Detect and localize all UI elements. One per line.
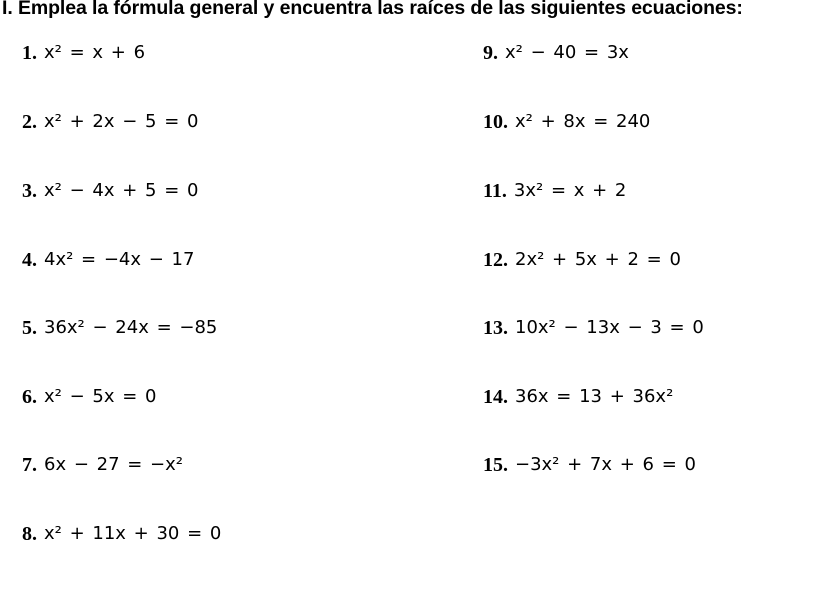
exercise-equation: 3x² = x + 2 (513, 180, 627, 201)
exercise-number: 14. (483, 386, 508, 408)
exercise-equation: 4x² = −4x − 17 (44, 249, 195, 270)
exercise-15 (483, 453, 696, 477)
exercise-11 (483, 179, 626, 203)
exercise-3 (22, 179, 198, 203)
exercise-number: 3. (22, 180, 37, 202)
exercise-4 (22, 248, 194, 272)
exercise-number: 11. (483, 180, 507, 202)
exercise-equation: x² + 11x + 30 = 0 (44, 523, 222, 544)
exercise-5 (22, 316, 217, 340)
exercise-6 (22, 385, 156, 409)
exercise-1 (22, 41, 145, 65)
exercise-13 (483, 316, 704, 340)
exercise-2 (22, 110, 198, 134)
exercise-number: 12. (483, 249, 508, 271)
exercise-number: 9. (483, 42, 498, 64)
exercise-number: 6. (22, 386, 37, 408)
exercise-7 (22, 453, 183, 477)
exercise-14 (483, 385, 673, 409)
exercise-number: 10. (483, 111, 508, 133)
exercise-equation: x² + 8x = 240 (515, 111, 651, 132)
exercise-12 (483, 248, 681, 272)
exercise-number: 4. (22, 249, 37, 271)
exercise-10 (483, 110, 650, 134)
exercise-number: 1. (22, 42, 37, 64)
exercise-equation: x² − 40 = 3x (505, 42, 629, 63)
exercise-equation: 36x = 13 + 36x² (515, 386, 674, 407)
exercise-number: 7. (22, 454, 37, 476)
exercise-9 (483, 41, 629, 65)
exercise-equation: x² + 2x − 5 = 0 (44, 111, 199, 132)
exercise-number: 15. (483, 454, 508, 476)
exercise-equation: 10x² − 13x − 3 = 0 (515, 317, 704, 338)
exercise-equation: 2x² + 5x + 2 = 0 (515, 249, 681, 270)
page-title: I. Emplea la fórmula general y encuentra las raíces de las siguientes ecuaciones: (2, 0, 743, 19)
exercise-8 (22, 522, 221, 546)
exercise-equation: x² − 5x = 0 (44, 386, 157, 407)
exercise-equation: x² = x + 6 (44, 42, 146, 63)
exercise-number: 5. (22, 317, 37, 339)
exercise-equation: x² − 4x + 5 = 0 (44, 180, 199, 201)
exercise-number: 2. (22, 111, 37, 133)
exercise-number: 8. (22, 523, 37, 545)
exercise-number: 13. (483, 317, 508, 339)
exercise-equation: 6x − 27 = −x² (44, 454, 184, 475)
exercise-equation: −3x² + 7x + 6 = 0 (515, 454, 696, 475)
exercise-equation: 36x² − 24x = −85 (44, 317, 218, 338)
